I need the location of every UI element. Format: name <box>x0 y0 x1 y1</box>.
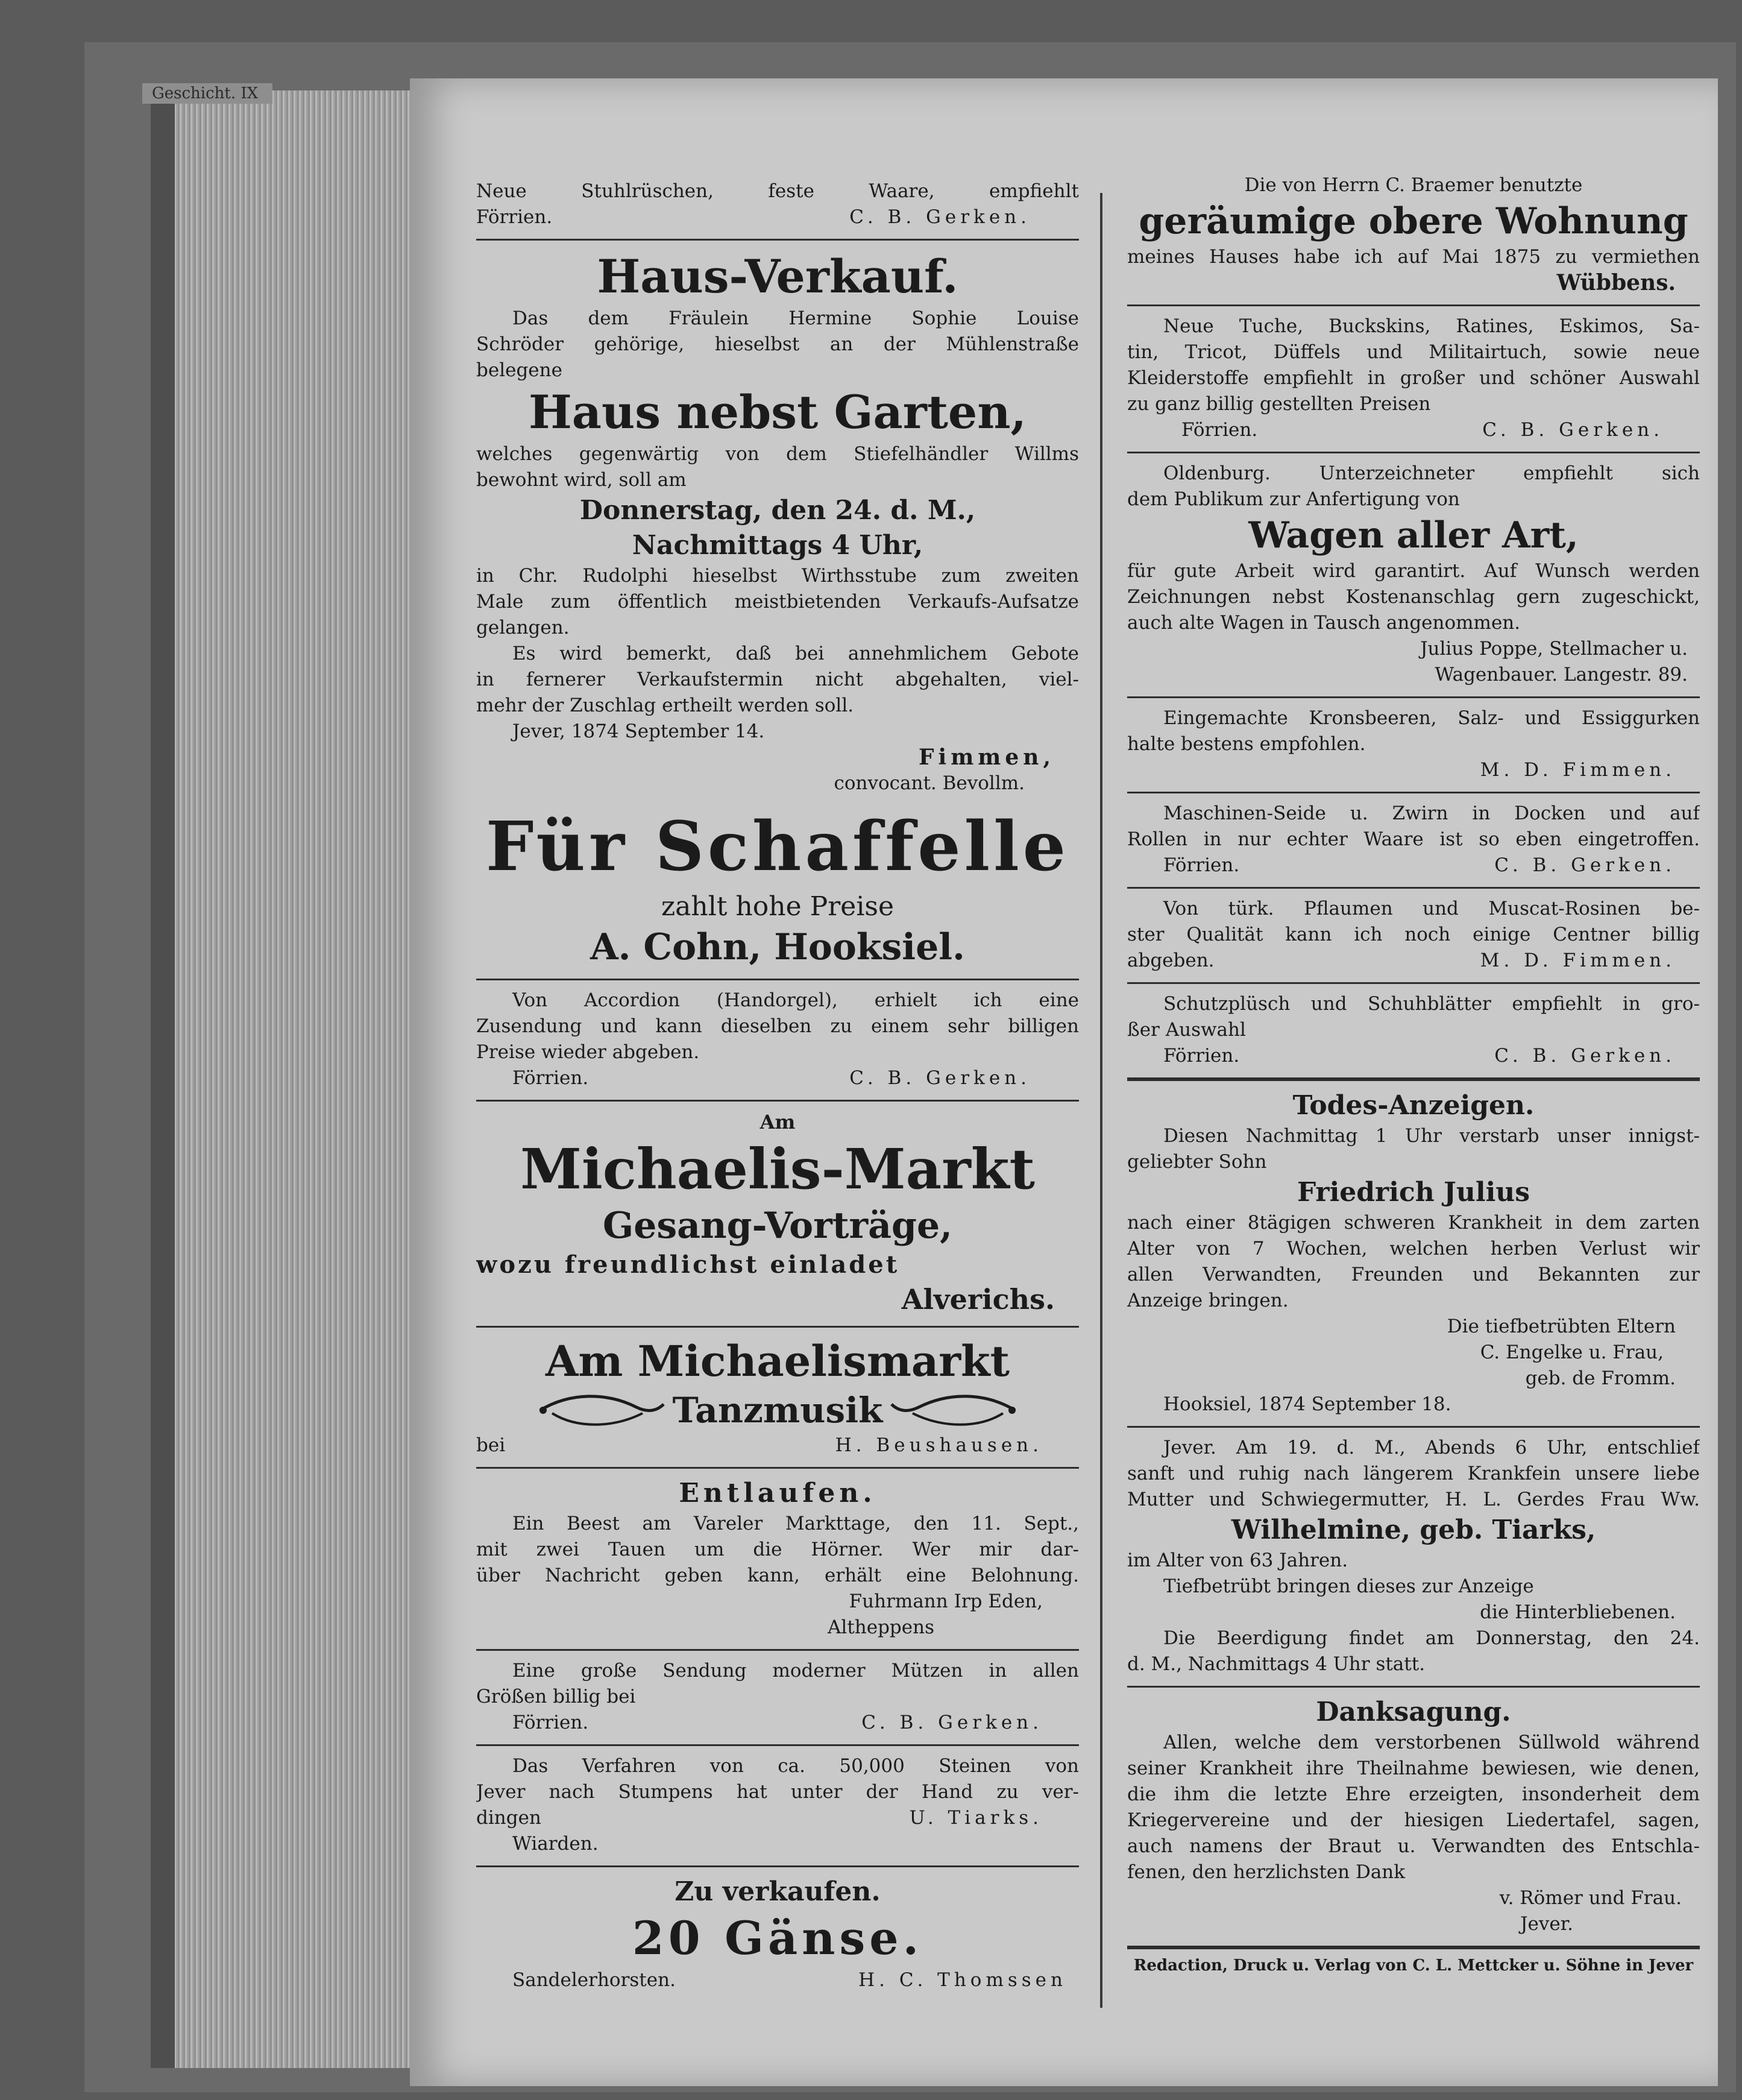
ad-signature: H. Beushausen. <box>835 1434 1043 1456</box>
ad-muetzen <box>476 1654 1079 1741</box>
ad-signature: geb. de Fromm. <box>1525 1367 1676 1389</box>
ad-text: geliebter Sohn <box>1127 1151 1267 1173</box>
ad-maschinen-seide <box>1127 797 1700 883</box>
ad-text: Die Beerdigung findet am Donnerstag, den 24. <box>1163 1627 1700 1649</box>
ad-separator <box>476 239 1079 241</box>
deceased-name: Friedrich Julius <box>1297 1177 1530 1208</box>
ad-text: wozu freundlichst einladet <box>476 1250 900 1279</box>
ad-text: für gute Arbeit wird garantirt. Auf Wunsch werden <box>1127 560 1700 582</box>
ad-text: ßer Auswahl <box>1127 1019 1246 1041</box>
ad-text: Schutzplüsch und Schuhblätter empfiehlt in gro- <box>1163 993 1700 1015</box>
ad-text: Eine große Sendung moderner Mützen in allen <box>512 1660 1079 1682</box>
ad-text: fenen, den herzlichsten Dank <box>1127 1861 1406 1883</box>
ad-text: Kleiderstoffe empfiehlt in großer und schöner Auswahl <box>1127 367 1700 389</box>
ad-signature: M. D. Fimmen. <box>1480 759 1676 781</box>
ad-text: auch alte Wagen in Tausch angenommen. <box>1127 612 1521 634</box>
ad-separator <box>1127 887 1700 889</box>
ad-text: Diesen Nachmittag 1 Uhr verstarb unser innigst- <box>1163 1125 1700 1147</box>
ad-signature: Wübbens. <box>1556 270 1676 295</box>
ad-place: Förrien. <box>1181 419 1258 441</box>
ad-separator <box>476 1744 1079 1746</box>
ad-separator <box>1127 452 1700 453</box>
ad-text: belegene <box>476 359 562 381</box>
ad-stuhlrueschen <box>476 175 1079 235</box>
ad-text: Tiefbetrübt bringen dieses zur Anzeige <box>1163 1575 1534 1597</box>
ad-wilhelmine <box>1127 1431 1700 1682</box>
ad-place: Wiarden. <box>512 1833 599 1855</box>
ad-title: geräumige obere Wohnung <box>1139 200 1688 242</box>
ad-danksagung <box>1127 1691 1700 1942</box>
ad-separator <box>476 1865 1079 1867</box>
ad-text: Kriegervereine und der hiesigen Liedertafel, sagen, <box>1127 1809 1700 1831</box>
ad-text: Es wird bemerkt, daß bei annehmlichem Gebote <box>512 643 1079 664</box>
column-divider <box>1100 193 1102 2008</box>
ad-place: Förrien. <box>512 1712 589 1733</box>
ad-place: Sandelerhorsten. <box>512 1969 676 1991</box>
section-title: Todes-Anzeigen. <box>1292 1090 1535 1121</box>
ad-text: sanft und ruhig nach längerem Krankfein unsere liebe <box>1127 1463 1700 1484</box>
ad-text: Die von Herrn C. Braemer benutzte <box>1244 174 1583 196</box>
ad-signature: C. B. Gerken. <box>849 206 1031 228</box>
ad-text: Alter von 7 Wochen, welchen herben Verlust wir <box>1127 1238 1700 1260</box>
ad-signature: Alverichs. <box>901 1283 1055 1316</box>
ad-text: auch namens der Braut u. Verwandten des Entschla- <box>1127 1835 1700 1857</box>
spine-label: Geschicht. IX <box>142 83 272 104</box>
ad-text: mehr der Zuschlag ertheilt werden soll. <box>476 695 854 716</box>
ad-separator <box>1127 1686 1700 1688</box>
ad-title: Am Michaelismarkt <box>546 1336 1010 1386</box>
ad-text: Größen billig bei <box>476 1686 636 1707</box>
ad-title: Michaelis-Markt <box>520 1137 1035 1202</box>
ad-signature-address: Wagenbauer. Langestr. 89. <box>1435 664 1688 686</box>
ad-text: Male zum öffentlich meistbietenden Verkaufs-Aufsatze <box>476 591 1079 613</box>
ad-text: seiner Krankheit ihre Theilnahme bewiesen, wie denen, <box>1127 1758 1700 1779</box>
ad-text: Das Verfahren von ca. 50,000 Steinen von <box>512 1755 1079 1777</box>
ad-text: Zeichnungen nebst Kostenanschlag gern zugeschickt, <box>1127 586 1700 608</box>
ad-date: Donnerstag, den 24. d. M., <box>579 495 976 526</box>
ad-dateline: Hooksiel, 1874 September 18. <box>1163 1393 1451 1415</box>
ad-text: Neue Stuhlrüschen, feste Waare, empfiehlt <box>476 180 1079 202</box>
ad-separator <box>1127 982 1700 984</box>
ad-text: dingen <box>476 1807 541 1829</box>
ad-text: Eingemachte Kronsbeeren, Salz- und Essiggurken <box>1163 707 1700 729</box>
ad-place: Förrien. <box>1163 854 1240 876</box>
ad-text: Mutter und Schwiegermutter, H. L. Gerdes Frau Ww. <box>1127 1489 1700 1510</box>
ad-time: Nachmittags 4 Uhr, <box>632 530 923 561</box>
ad-signature: C. Engelke u. Frau, <box>1480 1342 1664 1363</box>
ad-text: Ein Beest am Vareler Markttage, den 11. Sept., <box>512 1513 1079 1534</box>
ad-text: in fernerer Verkaufstermin nicht abgehalten, viel- <box>476 669 1079 690</box>
ad-text: Von Accordion (Handorgel), erhielt ich eine <box>512 989 1079 1011</box>
ad-kronsbeeren <box>1127 702 1700 788</box>
ad-text: mit zwei Tauen um die Hörner. Wer mir dar- <box>476 1539 1079 1560</box>
ad-text: ster Qualität kann ich noch einige Centner billig <box>1127 924 1700 945</box>
ad-pflaumen <box>1127 892 1700 979</box>
ad-text: Neue Tuche, Buckskins, Ratines, Eskimos, Sa- <box>1163 315 1700 337</box>
ad-entlaufen <box>476 1472 1079 1645</box>
ad-steine <box>476 1750 1079 1862</box>
ad-text: Maschinen-Seide u. Zwirn in Docken und auf <box>1163 802 1700 824</box>
ad-separator <box>476 1100 1079 1102</box>
ad-signature-title: convocant. Bevollm. <box>834 772 1025 794</box>
ad-text: Jever. Am 19. d. M., Abends 6 Uhr, entschlief <box>1163 1437 1700 1458</box>
ad-text: Das dem Fräulein Hermine Sophie Louise <box>512 307 1079 329</box>
ad-text: d. M., Nachmittags 4 Uhr statt. <box>1127 1653 1426 1675</box>
ad-title: Entlaufen. <box>679 1478 876 1509</box>
ad-place: Förrien. <box>476 206 553 228</box>
ad-text: dem Publikum zur Anfertigung von <box>1127 488 1460 510</box>
ad-text: abgeben. <box>1127 950 1215 971</box>
deceased-name: Wilhelmine, geb. Tiarks, <box>1231 1515 1596 1545</box>
right-column <box>1127 169 1700 1979</box>
ad-subtitle: 20 Gänse. <box>632 1911 923 1965</box>
ad-schaffelle <box>476 801 1079 975</box>
ad-tanzmusik <box>476 1331 1079 1463</box>
ad-subtitle: zahlt hohe Preise <box>661 891 895 922</box>
ad-text: Von türk. Pflaumen und Muscat-Rosinen be- <box>1163 898 1700 919</box>
ad-text: bewohnt wird, soll am <box>476 469 687 491</box>
ad-separator <box>1127 792 1700 793</box>
ad-subtitle: Gesang-Vorträge, <box>602 1205 953 1247</box>
ad-wagen <box>1127 457 1700 693</box>
ad-text: welches gegenwärtig von dem Stiefelhändler Willms <box>476 443 1079 465</box>
ad-signature: C. B. Gerken. <box>1494 1045 1676 1067</box>
ad-place: Förrien. <box>512 1067 589 1089</box>
ad-signature: Die tiefbetrübten Eltern <box>1447 1316 1676 1337</box>
ad-text: gelangen. <box>476 617 570 639</box>
ad-todes-anzeigen <box>1127 1085 1700 1422</box>
ad-separator <box>476 1649 1079 1651</box>
flourish-left-icon <box>534 1389 667 1431</box>
ad-text: halte bestens empfohlen. <box>1127 733 1366 755</box>
ad-accordion <box>476 984 1079 1096</box>
page-edges <box>151 90 416 2068</box>
ad-signature: die Hinterbliebenen. <box>1480 1601 1676 1623</box>
ad-signature-place: Altheppens <box>828 1616 934 1638</box>
ad-text: Schröder gehörige, hieselbst an der Mühlenstraße <box>476 333 1079 355</box>
ad-schutzpluesch <box>1127 988 1700 1074</box>
ad-text: allen Verwandten, Freunden und Bekannten zur <box>1127 1264 1700 1285</box>
ad-text: bei <box>476 1434 506 1456</box>
ad-text: zu ganz billig gestellten Preisen <box>1127 393 1431 415</box>
spine-shadow <box>151 90 175 2068</box>
ad-signature: M. D. Fimmen. <box>1480 950 1676 971</box>
ad-text: Anzeige bringen. <box>1127 1290 1289 1311</box>
ad-title: Wagen aller Art, <box>1248 514 1579 557</box>
ornament <box>476 1388 1079 1433</box>
ad-text: nach einer 8tägigen schweren Krankheit in dem zarten <box>1127 1212 1700 1234</box>
ad-signature: C. B. Gerken. <box>1482 419 1664 441</box>
ad-text: Preise wieder abgeben. <box>476 1041 700 1063</box>
newspaper-page <box>410 78 1718 2086</box>
ad-text: Allen, welche dem verstorbenen Süllwold während <box>1163 1732 1700 1753</box>
ad-signature-place: Jever. <box>1520 1913 1573 1935</box>
ad-separator <box>1127 1077 1700 1081</box>
ad-title: Zu verkaufen. <box>674 1876 881 1907</box>
ad-title: Haus-Verkauf. <box>597 250 958 303</box>
left-column <box>476 175 1079 1998</box>
ad-wohnung <box>1127 169 1700 301</box>
ad-dateline: Jever, 1874 September 14. <box>512 720 765 742</box>
ad-separator <box>1127 304 1700 306</box>
ad-signature: Julius Poppe, Stellmacher u. <box>1420 638 1688 660</box>
ad-gaense <box>476 1871 1079 1998</box>
ad-michaelis-markt <box>476 1105 1079 1322</box>
ad-signature: C. B. Gerken. <box>1494 854 1676 876</box>
ad-text: Jever nach Stumpens hat unter der Hand zu ver- <box>476 1781 1079 1803</box>
ad-separator <box>476 1326 1079 1328</box>
ad-separator <box>1127 696 1700 698</box>
ad-text: Rollen in nur echter Waare ist so eben eingetroffen. <box>1127 828 1700 850</box>
ad-text: Oldenburg. Unterzeichneter empfiehlt sich <box>1163 462 1700 484</box>
ad-signature: C. B. Gerken. <box>849 1067 1031 1089</box>
ad-text: über Nachricht geben kann, erhält eine Belohnung. <box>476 1565 1079 1586</box>
ad-haus-verkauf <box>476 244 1079 801</box>
ad-am: Am <box>759 1111 796 1134</box>
ad-signature: Fimmen, <box>918 745 1055 770</box>
imprint-separator <box>1127 1946 1700 1949</box>
ad-separator <box>1127 1426 1700 1428</box>
ad-signature: H. C. Thomssen <box>858 1969 1067 1991</box>
ad-signature: v. Römer und Frau. <box>1499 1887 1682 1909</box>
ad-signature: Fuhrmann Irp Eden, <box>849 1591 1043 1612</box>
section-title: Danksagung. <box>1316 1697 1511 1727</box>
ad-text: Zusendung und kann dieselben zu einem sehr billigen <box>476 1015 1079 1037</box>
ad-title: Für Schaffelle <box>485 807 1070 886</box>
ad-advertiser: A. Cohn, Hooksiel. <box>590 926 965 968</box>
ad-text: im Alter von 63 Jahren. <box>1127 1550 1348 1571</box>
ad-text: die ihm die letzte Ehre erzeigten, insonderheit dem <box>1127 1783 1700 1805</box>
ad-subtitle: Haus nebst Garten, <box>528 385 1027 439</box>
ad-text: in Chr. Rudolphi hieselbst Wirthsstube zum zweiten <box>476 565 1079 587</box>
ad-text: meines Hauses habe ich auf Mai 1875 zu vermiethen <box>1127 246 1700 268</box>
ad-text: tin, Tricot, Düffels und Militairtuch, sowie neue <box>1127 341 1700 363</box>
imprint: Redaction, Druck u. Verlag von C. L. Mettcker u. Söhne in Jever <box>1133 1957 1694 1975</box>
ad-subtitle: Tanzmusik <box>672 1390 883 1431</box>
flourish-right-icon <box>888 1389 1021 1431</box>
ad-separator <box>476 1467 1079 1469</box>
ad-signature: U. Tiarks. <box>909 1807 1043 1829</box>
ad-signature: C. B. Gerken. <box>861 1712 1043 1733</box>
ad-separator <box>476 979 1079 980</box>
ad-place: Förrien. <box>1163 1045 1240 1067</box>
ad-tuche <box>1127 310 1700 448</box>
